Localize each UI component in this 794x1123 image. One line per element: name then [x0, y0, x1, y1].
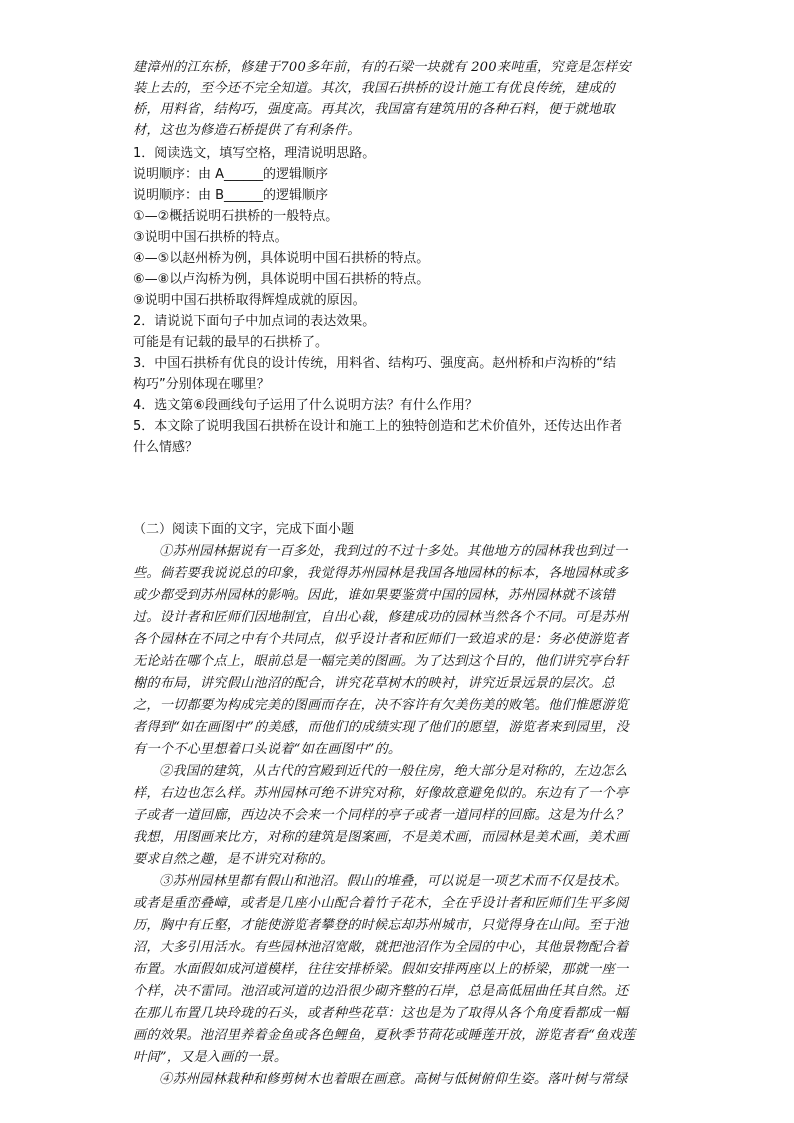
outline-item: ⑥—⑧以卢沟桥为例，具体说明中国石拱桥的特点。 — [133, 272, 430, 287]
outline-item: ①—②概括说明石拱桥的一般特点。 — [133, 209, 339, 224]
section2-paragraph-line: 要求自然之趣，是不讲究对称的。 — [133, 852, 334, 867]
section1-paragraph-line: 装上去的，至今还不完全知道。其次，我国石拱桥的设计施工有优良传统，建成的 — [133, 81, 615, 96]
section2-paragraph-line: 榭的布局，讲究假山池沼的配合，讲究花草树木的映衬，讲究近景远景的层次。总 — [133, 676, 615, 691]
section2-paragraph-line: 布置。水面假如成河道模样，往往安排桥梁。假如安排两座以上的桥梁，那就一座一 — [133, 962, 629, 977]
section2-paragraph-line: 有一个不心里想着口头说着“如在画图中”的。 — [133, 742, 402, 757]
question-5: 5．本文除了说明我国石拱桥在设计和施工上的独特创造和艺术价值外，还传达出作者 — [133, 419, 623, 434]
section2-paragraph-line: 沼，大多引用活水。有些园林池沼宽敞，就把池沼作为全园的中心，其他景物配合着 — [133, 940, 629, 955]
section2-paragraph-line: 之，一切都要为构成完美的图画而存在，决不容许有欠美伤美的败笔。他们惟愿游览 — [133, 698, 629, 713]
section2-paragraph-line: 或少都受到苏州园林的影响。因此，谁如果要鉴赏中国的园林，苏州园林就不该错 — [133, 588, 615, 603]
section1-paragraph-line: 材，这也为修造石桥提供了有利条件。 — [133, 123, 361, 138]
section2-heading: （二）阅读下面的文字，完成下面小题 — [133, 522, 355, 537]
section2-paragraph-line: ③苏州园林里都有假山和池沼。假山的堆叠，可以说是一项艺术而不仅是技术。 — [159, 874, 628, 889]
section2-paragraph-line: 者得到“如在画图中”的美感，而他们的成绩实现了他们的愿望，游览者来到园里，没 — [133, 720, 629, 735]
section2-paragraph-line: ①苏州园林据说有一百多处，我到过的不过十多处。其他地方的园林我也到过一 — [159, 544, 628, 559]
outline-item: ③说明中国石拱桥的特点。 — [133, 230, 288, 245]
section2-paragraph-line: 我想，用图画来比方，对称的建筑是图案画，不是美术画，而园林是美术画，美术画 — [133, 830, 629, 845]
section2-paragraph-line: 子或者一道回廊，西边决不会来一个同样的亭子或者一道同样的回廊。这是为什么？ — [133, 808, 629, 823]
section1-paragraph-line: 桥，用料省，结构巧，强度高。再其次，我国富有建筑用的各种石料，便于就地取 — [133, 102, 615, 117]
section2-paragraph-line: 各个园林在不同之中有个共同点，似乎设计者和匠师们一致追求的是：务必使游览者 — [133, 632, 629, 647]
outline-item: ⑨说明中国石拱桥取得辉煌成就的原因。 — [133, 293, 366, 308]
section2-paragraph-line: ②我国的建筑，从古代的宫殿到近代的一般住房，绝大部分是对称的，左边怎么 — [159, 764, 628, 779]
outline-item: ④—⑤以赵州桥为例，具体说明中国石拱桥的特点。 — [133, 251, 430, 266]
question-3: 3．中国石拱桥有优良的设计传统，用料省、结构巧、强度高。赵州桥和卢沟桥的“结 — [133, 356, 617, 371]
section1-paragraph-line: 建漳州的江东桥，修建于700多年前，有的石梁一块就有 200来吨重，究竟是怎样安 — [133, 60, 631, 75]
section2-paragraph-line: 过。设计者和匠师们因地制宜，自出心裁，修建成功的园林当然各个不同。可是苏州 — [133, 610, 629, 625]
section2-paragraph-line: ④苏州园林栽种和修剪树木也着眼在画意。高树与低树俯仰生姿。落叶树与常绿 — [159, 1072, 628, 1087]
question-1: 1．阅读选文，填写空格，理清说明思路。 — [133, 146, 376, 161]
question-3-cont: 构巧”分别体现在哪里？ — [133, 377, 270, 392]
question-2: 2．请说说下面句子中加点词的表达效果。 — [133, 314, 376, 329]
section2-paragraph-line: 在那儿布置几块玲珑的石头，或者种些花草：这也是为了取得从各个角度看都成一幅 — [133, 1006, 629, 1021]
question-4: 4．选文第⑥段画线句子运用了什么说明方法？有什么作用？ — [133, 398, 478, 413]
question-5-cont: 什么情感？ — [133, 440, 199, 455]
section2-paragraph-line: 样，右边也怎么样。苏州园林可绝不讲究对称，好像故意避免似的。东边有了一个亭 — [133, 786, 629, 801]
section2-paragraph-line: 些。倘若要我说说总的印象，我觉得苏州园林是我国各地园林的标本，各地园林或多 — [133, 566, 629, 581]
blank-b: 说明顺序：由 B______的逻辑顺序 — [133, 188, 329, 203]
section2-paragraph-line: 或者是重峦叠嶂，或者是几座小山配合着竹子花木，全在乎设计者和匠师们生平多阅 — [133, 896, 629, 911]
section2-paragraph-line: 无论站在哪个点上，眼前总是一幅完美的图画。为了达到这个目的，他们讲究亭台轩 — [133, 654, 629, 669]
section2-paragraph-line: 历，胸中有丘壑，才能使游览者攀登的时候忘却苏州城市，只觉得身在山间。至于池 — [133, 918, 629, 933]
section2-paragraph-line: 个样，决不雷同。池沼或河道的边沿很少砌齐整的石岸，总是高低屈曲任其自然。还 — [133, 984, 629, 999]
blank-a: 说明顺序：由 A______的逻辑顺序 — [133, 167, 329, 182]
section2-paragraph-line: 叶间”，又是入画的一景。 — [133, 1050, 288, 1065]
section2-paragraph-line: 画的效果。池沼里养着金鱼或各色鲤鱼，夏秋季节荷花或睡莲开放，游览者看“鱼戏莲 — [133, 1028, 636, 1043]
question-2-sentence: 可能是有记载的最早的石拱桥了。 — [133, 335, 329, 350]
